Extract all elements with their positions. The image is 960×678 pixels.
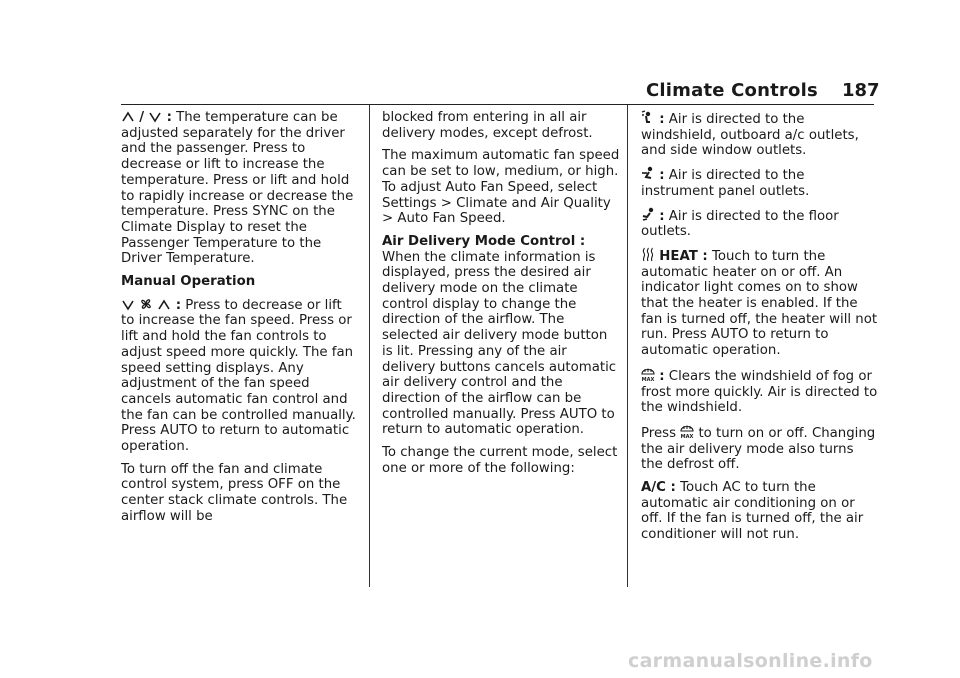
defrost-text: Clears the windshield of fog or frost more quickly. Air is directed to the windshield.: [641, 368, 878, 416]
fan-speed-text: Press to decrease or lift to increase the fan speed. Press or lift and hold the fan controls to adjust speed more quickly. The fan speed setting displays. Any adjustment of the fan speed cancels automatic fan control and the fan can be controlled manually. Press AUTO to return to automatic operation.: [121, 297, 356, 455]
defrost-paragraph: [641, 366, 879, 416]
heat-text: Touch to turn the automatic heater on or off. An indicator light comes on to show that the heater is enabled. If the fan is turned off, the heater will not run. Press AUTO to return to automatic operation.: [641, 248, 878, 359]
panel-mode-icon: [641, 166, 655, 181]
floor-mode-paragraph: [641, 207, 879, 240]
fan-icon: [139, 297, 153, 311]
chevron-up-icon: [121, 111, 135, 123]
page-number: 187: [842, 80, 880, 101]
ac-paragraph: [641, 480, 879, 543]
colon-symbol: :: [659, 368, 665, 384]
column-1: [121, 110, 359, 532]
blocked-paragraph: blocked from entering in all air delivery modes, except defrost.: [382, 110, 593, 141]
header-rule: [121, 104, 874, 105]
air-delivery-paragraph: [382, 234, 620, 438]
air-delivery-text: When the climate information is displayed, press the desired air delivery mode on the climate control display to change the direction of the airflow. The selected air delivery mode button is lit. Pressing any of the air delivery buttons cancels automatic air delivery control and the direction of the airflow can be controlled manually. Press AUTO to return to automatic operation.: [382, 249, 617, 438]
column-3: [641, 110, 879, 550]
max-fan-paragraph: The maximum automatic fan speed can be set to low, medium, or high. To adjust Auto Fan Speed, select Settings > Climate and Air Quality > Auto Fan Speed.: [382, 148, 620, 227]
ac-label: A/C :: [641, 480, 676, 496]
panel-mode-paragraph: [641, 166, 879, 199]
column-divider-1: [369, 105, 370, 587]
defog-mode-icon: [641, 110, 655, 125]
defog-mode-paragraph: [641, 110, 879, 159]
press-word: Press: [641, 425, 676, 441]
floor-mode-icon: [641, 207, 655, 222]
change-mode-paragraph: To change the current mode, select one or more of the following:: [382, 445, 618, 476]
section-title: Climate Controls: [646, 80, 818, 101]
manual-operation-heading: Manual Operation: [121, 274, 256, 290]
chevron-down-icon: [121, 299, 135, 311]
panel-mode-text: Air is directed to the instrument panel outlets.: [641, 168, 810, 199]
colon-symbol: :: [659, 168, 665, 184]
turn-off-paragraph: To turn off the fan and climate control system, press OFF on the center stack climate controls. The airflow will be: [121, 461, 348, 524]
heat-waves-icon: [641, 247, 655, 262]
watermark: carmanualsonline.info: [628, 650, 873, 672]
max-defrost-icon: [680, 423, 694, 439]
colon-symbol: :: [659, 208, 665, 224]
svg-text:MAX: MAX: [641, 376, 655, 382]
heat-label: HEAT :: [659, 248, 708, 264]
column-2: [382, 110, 620, 483]
slash-symbol: /: [139, 110, 145, 125]
colon-symbol: :: [175, 297, 182, 313]
max-defrost-icon: [641, 366, 655, 382]
colon-symbol: :: [659, 112, 665, 127]
defrost-press-text: to turn on or off. Changing the air delivery mode also turns the defrost off.: [641, 425, 876, 473]
chevron-down-icon: [148, 111, 162, 123]
temperature-paragraph: [121, 110, 359, 267]
fan-speed-paragraph: [121, 297, 359, 455]
column-divider-2: [627, 105, 628, 587]
air-delivery-label: Air Delivery Mode Control :: [382, 233, 586, 249]
colon-symbol: :: [166, 110, 172, 125]
defog-mode-text: Air is directed to the windshield, outboard a/c outlets, and side window outlets.: [641, 112, 859, 159]
chevron-up-icon: [157, 299, 171, 311]
heat-paragraph: [641, 247, 879, 359]
ac-text: Touch AC to turn the automatic air conditioning on or off. If the fan is turned off, the air conditioner will not run.: [641, 480, 864, 543]
floor-mode-text: Air is directed to the floor outlets.: [641, 208, 839, 240]
defrost-press-paragraph: [641, 423, 879, 473]
svg-text:MAX: MAX: [680, 433, 694, 439]
temperature-text: The temperature can be adjusted separately for the driver and the passenger. Press to decrease or lift to increase the temperature. Press or lift and hold to rapidly increase or decrease the temperature. Press SYNC on the Climate Display to reset the Passenger Temperature to the Driver Temperature.: [121, 110, 354, 267]
